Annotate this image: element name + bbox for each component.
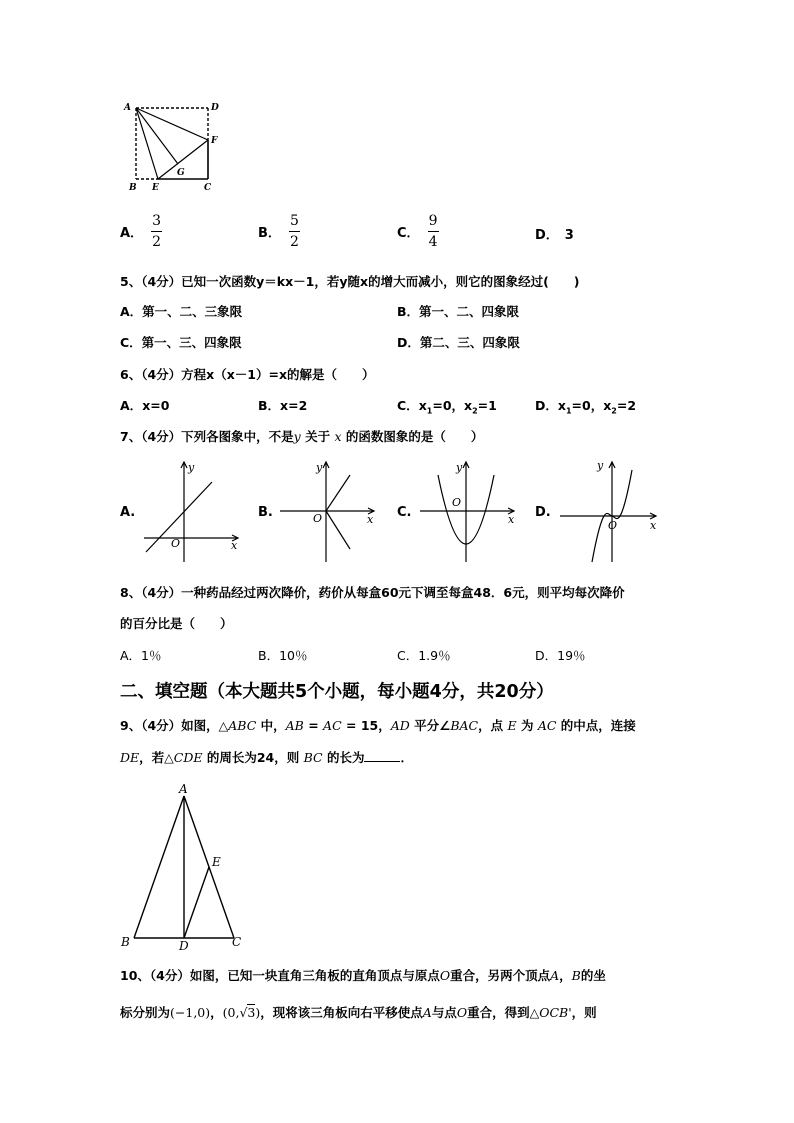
q5-stem: 5、（4分）已知一次函数y＝kx－1，若y随x的增大而减小，则它的图象经过( )	[120, 274, 580, 289]
fraction	[428, 213, 439, 250]
stem-text: ，则	[571, 1005, 597, 1020]
q7-option-c-label[interactable]: C.	[397, 505, 412, 520]
q7-graph-b	[276, 457, 386, 565]
q9-label-e: E	[212, 855, 221, 869]
q9-triangle-figure	[114, 778, 264, 952]
stem-text: 标分别为	[120, 1005, 171, 1020]
value: =0，	[571, 398, 604, 413]
origin-label: O	[171, 537, 181, 550]
q4-label-f: F	[211, 136, 218, 146]
subscript: 1	[565, 406, 572, 416]
denominator: 2	[152, 234, 162, 250]
q9-label-b: B	[121, 935, 130, 949]
q9-stem-line2	[120, 748, 413, 766]
segment-ad: AD	[390, 718, 410, 733]
q4-label-a: A	[124, 103, 131, 113]
var-y: y	[293, 429, 301, 444]
denominator: 4	[428, 234, 438, 250]
var-x: x	[464, 398, 473, 413]
q4-option-b[interactable]	[258, 213, 300, 250]
var-x: x	[557, 398, 566, 413]
q5-option-a[interactable]: A．第一、二、三象限	[120, 304, 243, 319]
stem-text: 的周长为24，则	[202, 750, 304, 765]
fraction	[151, 213, 162, 250]
q4-label-b: B	[129, 183, 137, 193]
triangle-abc: ABC	[228, 718, 257, 733]
stem-text: 的坐	[580, 968, 606, 983]
stem-text: 中，	[256, 718, 286, 733]
q8-stem-line1: 8、（4分）一种药品经过两次降价，药价从每盒60元下调至每盒48．6元，则平均每次降价	[120, 585, 625, 600]
coord-suffix: )	[255, 1005, 261, 1020]
point-a: A	[422, 1005, 432, 1020]
stem-text: 7、（4分）下列各图象中，不是	[120, 429, 294, 444]
q4-label-g: G	[177, 168, 185, 178]
point-o: O	[456, 1005, 468, 1020]
stem-text: 为	[516, 718, 538, 733]
stem-text: ，若△	[139, 750, 174, 765]
numerator: 3	[152, 213, 162, 229]
point-e: E	[507, 718, 517, 733]
q9-stem-line1	[120, 716, 636, 734]
option-letter: C．	[397, 398, 419, 413]
q8-option-a[interactable]: A．1％	[120, 648, 162, 663]
q8-option-b[interactable]: B．10％	[258, 648, 308, 663]
axis-x-label: x	[508, 513, 515, 526]
subscript: 2	[611, 406, 617, 416]
stem-text: 的长为	[322, 750, 365, 765]
angle-bac: BAC	[450, 718, 479, 733]
point-o: O	[439, 968, 451, 983]
q6-option-a[interactable]	[120, 396, 169, 414]
q10-stem-line1	[120, 966, 606, 984]
var-x: x	[418, 398, 427, 413]
triangle-cde: CDE	[173, 750, 203, 765]
option-letter: A．	[120, 226, 144, 241]
point-a: A	[550, 968, 560, 983]
segment-bc: BC	[303, 750, 323, 765]
point-b: B	[571, 968, 581, 983]
value: =0，	[432, 398, 465, 413]
subscript: 2	[472, 406, 478, 416]
q7-graph-d	[556, 457, 666, 565]
q4-option-a[interactable]	[120, 213, 162, 250]
stem-text: ，现将该三角板向右平移使点	[260, 1005, 423, 1020]
option-value: 3	[564, 228, 574, 243]
q4-label-d: D	[211, 103, 219, 113]
value: =2	[616, 398, 637, 413]
stem-text: 与点	[431, 1005, 457, 1020]
axis-y-label: y	[316, 461, 323, 474]
option-letter: B．	[258, 226, 281, 241]
option-text: x=2	[280, 398, 308, 413]
numerator: 5	[289, 213, 299, 229]
stem-text: 重合，另两个顶点	[450, 968, 551, 983]
q4-label-e: E	[152, 183, 159, 193]
numerator: 9	[428, 213, 438, 229]
var-x: x	[334, 429, 342, 444]
q5-option-d[interactable]: D．第二、三、四象限	[397, 335, 520, 350]
var-x: x	[603, 398, 612, 413]
stem-text: ，点	[478, 718, 508, 733]
q8-option-d[interactable]: D．19％	[535, 648, 586, 663]
origin-label: O	[313, 512, 323, 525]
q6-stem: 6、（4分）方程x（x－1）=x的解是（ ）	[120, 367, 375, 382]
q6-option-b[interactable]	[258, 396, 307, 414]
segment-ac: AC	[537, 718, 557, 733]
coordinate-b	[223, 1004, 261, 1020]
stem-text: = 15，	[341, 718, 391, 733]
q7-graph-c	[416, 457, 526, 565]
axis-y-label: y	[456, 461, 463, 474]
denominator: 2	[289, 234, 299, 250]
option-text: x=0	[142, 398, 170, 413]
answer-blank[interactable]	[364, 750, 400, 762]
q4-option-d[interactable]	[535, 224, 574, 243]
option-letter: C．	[397, 226, 420, 241]
q9-label-d: D	[179, 939, 189, 952]
q6-option-d[interactable]	[535, 396, 636, 416]
stem-text: 重合，得到△	[467, 1005, 540, 1020]
q8-option-c[interactable]: C．1.9％	[397, 648, 451, 663]
stem-text: 10、（4分）如图，已知一块直角三角板的直角顶点与原点	[120, 968, 440, 983]
subscript: 1	[426, 406, 433, 416]
axis-y-label: y	[188, 461, 195, 474]
sqrt-symbol: √	[239, 1005, 248, 1020]
stem-text: 的中点，连接	[556, 718, 636, 733]
stem-text: 平分∠	[409, 718, 451, 733]
triangle-ocb: OCB'	[539, 1005, 572, 1020]
q4-label-c: C	[204, 183, 212, 193]
axis-x-label: x	[367, 513, 374, 526]
axis-x-label: x	[650, 519, 657, 532]
q4-square-figure	[120, 96, 230, 196]
stem-text: ，	[559, 968, 572, 983]
q7-graph-a	[140, 457, 250, 565]
origin-label: O	[608, 519, 618, 532]
segment-de: DE	[120, 750, 140, 765]
q6-option-c[interactable]	[397, 396, 497, 416]
q4-option-c[interactable]	[397, 213, 439, 250]
stem-text: 关于	[300, 429, 335, 444]
axis-y-label: y	[597, 459, 604, 472]
fraction	[289, 213, 300, 250]
segment-ac: AC	[323, 718, 342, 733]
q7-stem	[120, 427, 483, 445]
stem-text: ，	[210, 1005, 223, 1020]
coord-prefix: (0,	[222, 1005, 240, 1020]
q5-option-c[interactable]: C．第一、三、四象限	[120, 335, 242, 350]
option-letter: D．	[535, 228, 559, 243]
axis-x-label: x	[231, 539, 238, 552]
option-letter: D．	[535, 398, 558, 413]
q9-label-a: A	[179, 782, 188, 796]
section-heading: 二、填空题（本大题共5个小题，每小题4分，共20分）	[120, 682, 554, 702]
stem-text: ．	[400, 750, 413, 765]
coordinate-a: (−1,0)	[170, 1005, 211, 1020]
value: =1	[477, 398, 497, 413]
q7-option-b-label[interactable]: B.	[258, 505, 273, 520]
stem-text: =	[303, 718, 324, 733]
q7-option-d-label[interactable]: D.	[535, 505, 551, 520]
option-letter: B．	[258, 398, 281, 413]
q8-stem-line2: 的百分比是（ ）	[120, 616, 233, 631]
q5-option-b[interactable]: B．第一、二、四象限	[397, 304, 520, 319]
q10-stem-line2	[120, 1003, 597, 1021]
stem-text: 9、（4分）如图，△	[120, 718, 229, 733]
option-letter: A．	[120, 398, 143, 413]
radicand: 3	[247, 1005, 256, 1020]
segment-ab: AB	[285, 718, 304, 733]
origin-label: O	[452, 496, 462, 509]
stem-text: 的函数图象的是（ ）	[341, 429, 484, 444]
q7-option-a-label[interactable]: A.	[120, 505, 136, 520]
q9-label-c: C	[232, 935, 242, 949]
